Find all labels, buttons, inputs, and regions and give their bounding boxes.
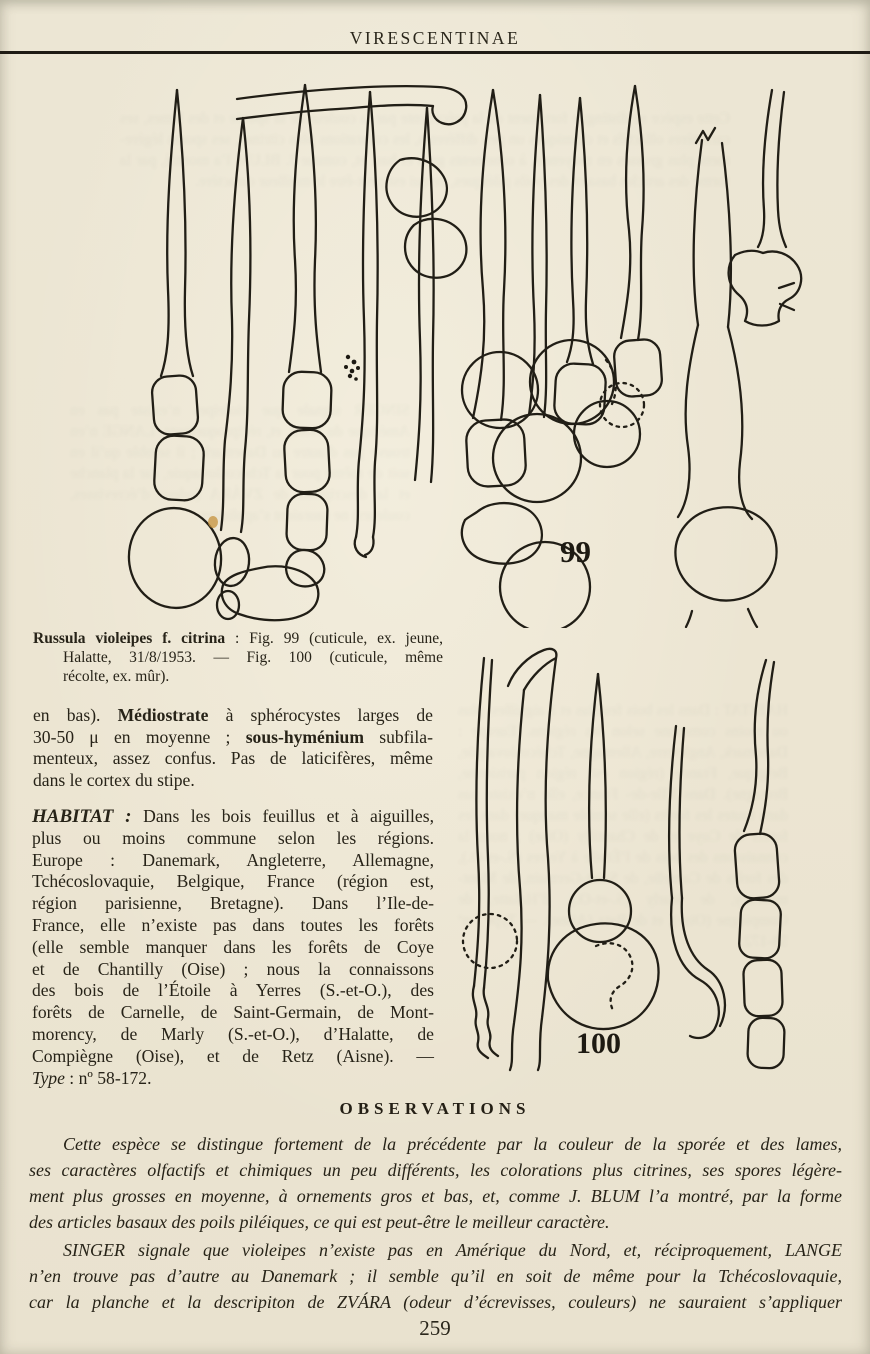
text-line: récolte, ex. mûr). bbox=[63, 667, 170, 685]
text-line: forêts de Carnelle, de Saint-Germain, de Mont- bbox=[32, 1002, 434, 1023]
text-line: SINGER signale que violeipes n’existe pas en Amérique du Nord, et, réciproquement, LANGE bbox=[63, 1240, 842, 1260]
text-line: et de Chantilly (Oise) ; nous la connaissons bbox=[32, 958, 434, 979]
text-line: 30-50 μ en moyenne ; sous-hyménium subfila- bbox=[33, 726, 433, 747]
text-line: menteux, assez confus. Pas de laticifères, même bbox=[33, 748, 433, 769]
figure-99 bbox=[70, 75, 810, 628]
text-line: région parisienne, Bretagne). Dans l’Ile-de- bbox=[32, 893, 434, 914]
bleedthrough-texture: Cette espèce se distingue fortement de la précédente par la couleur de la sporée et des lames, ses caractères olfactifs et chimiques un peu différents, les colorations plus citrines, ses spores légère- ment plus grosses en moyenne, à ornements gros et bas, et, comme J. BLUM l’a montré, par la forme des articles basaux des poils piléiques, ce qui est peut-être le meilleur caractère. bbox=[120, 110, 730, 190]
text-line: France, elle n’existe pas dans toutes les forêts bbox=[32, 914, 434, 935]
observations-paragraph-1 bbox=[29, 1132, 842, 1236]
observations-heading: OBSERVATIONS bbox=[339, 1099, 531, 1118]
text-line: Type : nº 58-172. bbox=[32, 1067, 152, 1088]
text-line: Cette espèce se distingue fortement de la précédente par la couleur de la sporée et des lames, bbox=[63, 1134, 842, 1154]
text-line: plus ou moins commune selon les régions. bbox=[32, 827, 434, 848]
text-line: Tchécoslovaquie, Belgique, France (région est, bbox=[32, 871, 434, 892]
speckle-cluster bbox=[344, 355, 360, 381]
text-line: ment plus grosses en moyenne, à ornements gros et bas, et, comme J. BLUM l’a montré, par la forme bbox=[29, 1185, 842, 1206]
text-line: morency, de Marly (S.-et-O.), d’Halatte, de bbox=[32, 1023, 434, 1044]
text-line: ses caractères olfactifs et chimiques un peu différents, les colorations plus citrines, ses spores légère- bbox=[29, 1159, 842, 1180]
running-title: VIRESCENTINAE bbox=[349, 28, 521, 48]
text-line: des articles basaux des poils piléiques, ce qui est peut-être le meilleur caractère. bbox=[29, 1211, 610, 1232]
figure-99-label: 99 bbox=[560, 534, 591, 569]
text-line: n’en trouve pas d’autre au Danemark ; il semble qu’il en soit de même pour la Tchécoslovaquie, bbox=[29, 1265, 842, 1286]
text-line: (elle semble manquer dans les forêts de Coye bbox=[32, 936, 434, 957]
figure-caption bbox=[33, 630, 443, 686]
text-line: HABITAT : Dans les bois feuillus et à aiguilles, bbox=[32, 806, 434, 827]
text-line: dans le cortex du stipe. bbox=[33, 770, 195, 791]
figure-100 bbox=[450, 628, 805, 1080]
text-line: Russula violeipes f. citrina : Fig. 99 (cuticule, ex. jeune, bbox=[33, 630, 444, 647]
text-line: car la planche et la descripiton de ZVÁRA (odeur d’écrevisses, couleurs) ne sauraient s’appliquer bbox=[29, 1291, 842, 1312]
observations-paragraph-2 bbox=[29, 1238, 842, 1316]
fig100-cuticle-drawing bbox=[450, 628, 805, 1080]
fig99-cuticle-drawing bbox=[70, 75, 810, 628]
header-rule bbox=[0, 51, 870, 54]
text-line: Compiègne (Oise), et de Retz (Aisne). — bbox=[32, 1045, 434, 1066]
text-line: en bas). Médiostrate à sphérocystes larges de bbox=[33, 705, 433, 725]
paragraph-mediostrate bbox=[33, 705, 433, 792]
page-number: 259 bbox=[419, 1316, 451, 1340]
paragraph-habitat bbox=[32, 806, 434, 1089]
bleedthrough-texture: HABITAT : Dans les bois feuillus et à aiguilles, plus ou moins commune selon les régions. Europe : Danemark, Angleterre, Allemagne, Tchécoslovaquie, Belgique, France (région est, région parisienne, Bretagne). Dans l’Ile-de- France, elle n’existe pas dans toutes les forêts (elle semble manquer dans les forêts de Coye et de Chantilly (Oise) ; nous la connaissons des bois de l’Étoile à Yerres (S.-et-O.), des forêts de Carnelle, de Saint-Germain, de Mont- morency, de Marly (S.-et-O.), d’Halatte, de Compiègne (Oise), et de Retz (Aisne). — Type : nº 58-172. bbox=[458, 702, 788, 950]
text-line: des bois de l’Étoile à Yerres (S.-et-O.), des bbox=[32, 980, 434, 1001]
text-line: Europe : Danemark, Angleterre, Allemagne, bbox=[32, 849, 434, 870]
bleedthrough-texture: SINGER signale que violeipes n’existe pas en Amérique du Nord, et, réciproquement, LANGE n’en trouve pas d’autre au Danemark ; il semble qu’il en soit de même pour la Tchécoslovaquie, car la planche et la descripiton de ZVÁRA (odeur d’écrevisses, couleurs) ne sauraient s’appliquer bbox=[70, 402, 410, 524]
figure-100-label: 100 bbox=[576, 1027, 621, 1060]
text-line: Halatte, 31/8/1953. — Fig. 100 (cuticule, même bbox=[63, 648, 443, 666]
